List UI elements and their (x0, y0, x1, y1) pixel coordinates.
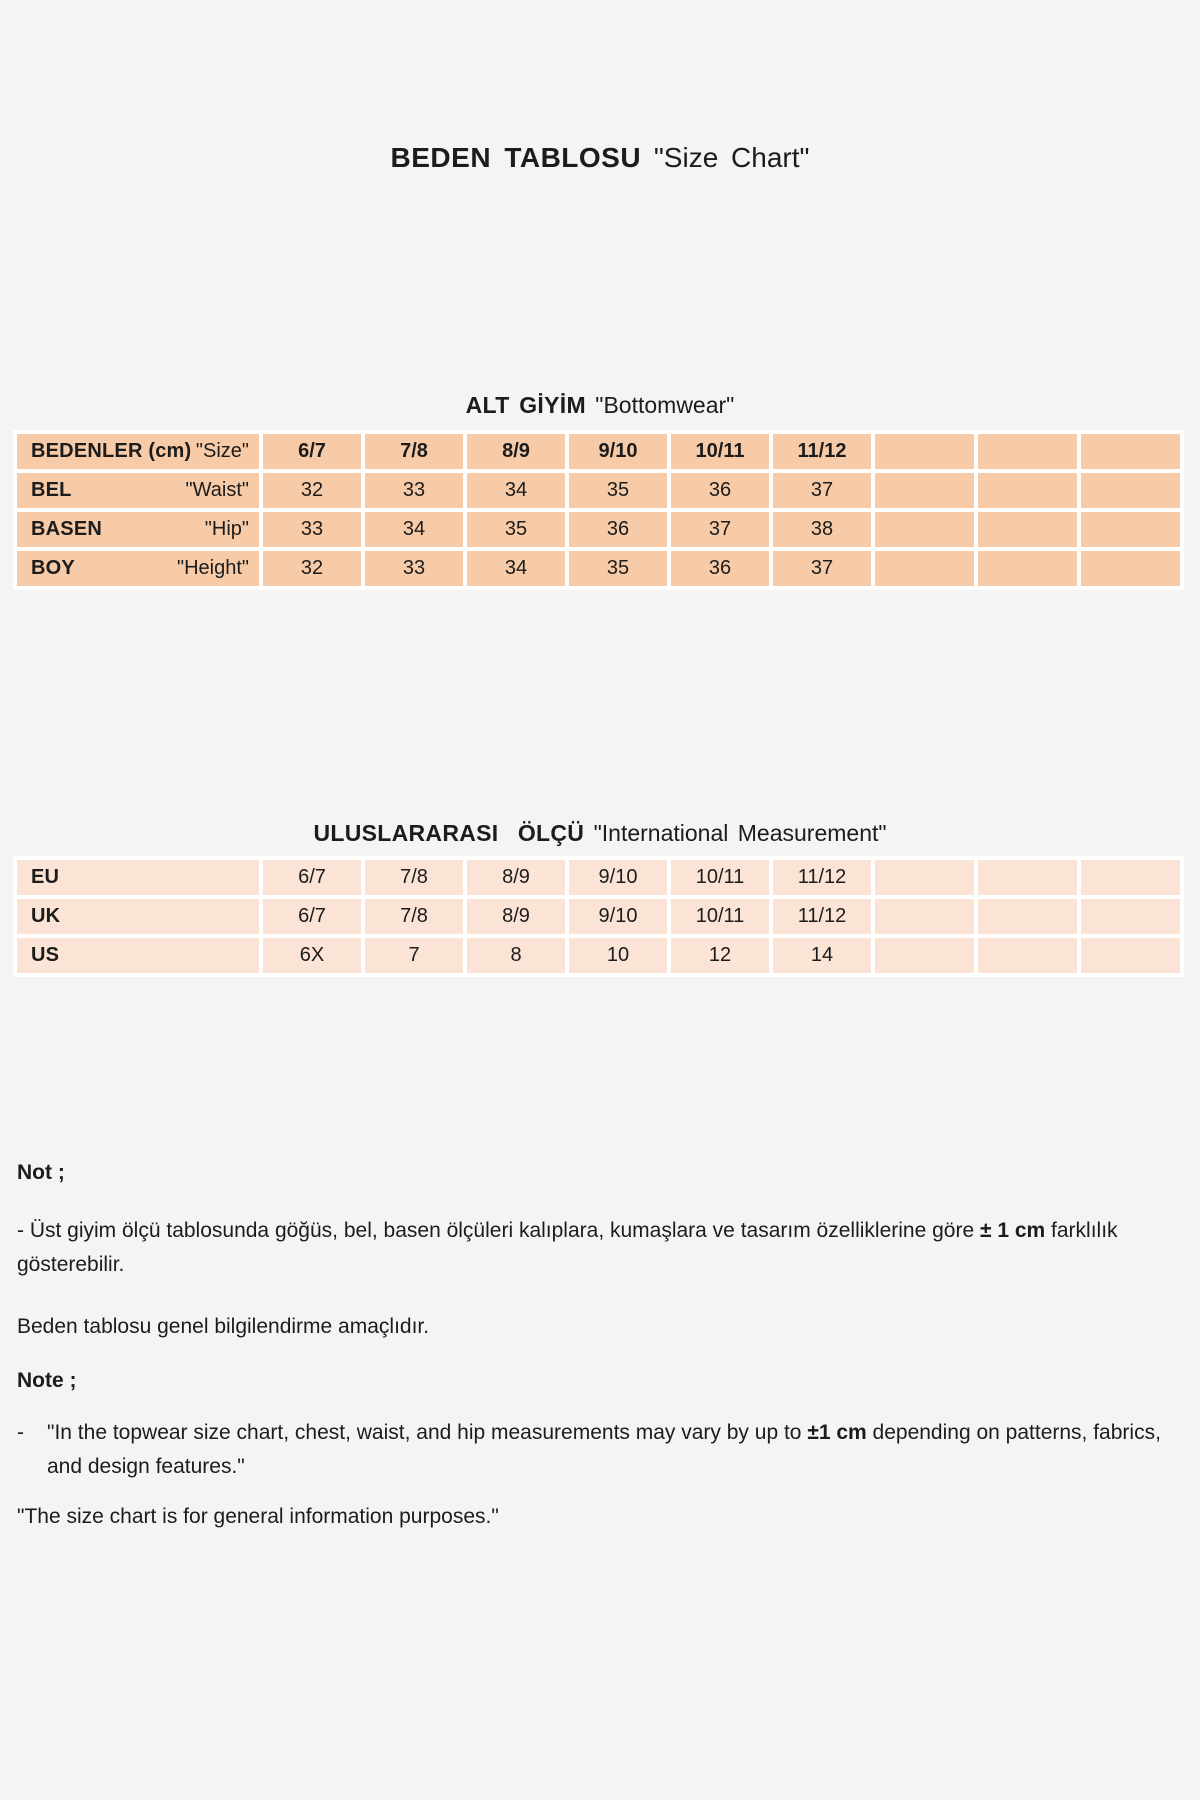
value-cell: 10/11 (671, 434, 769, 469)
empty-cell (1081, 473, 1180, 508)
value-cell: 9/10 (569, 434, 667, 469)
value-cell: 32 (263, 551, 361, 586)
value-cell: 35 (569, 551, 667, 586)
note-item-english (17, 1416, 1183, 1484)
row-label-english: "Waist" (185, 479, 249, 501)
international-heading-turkish: ULUSLARARASI ÖLÇÜ (313, 820, 585, 846)
value-cell: 11/12 (773, 899, 871, 934)
note-general-english: "The size chart is for general information purposes." (17, 1505, 499, 1528)
value-cell: 12 (671, 938, 769, 973)
value-cell: 33 (365, 551, 463, 586)
empty-cell (978, 551, 1077, 586)
measurement-row (17, 551, 1180, 586)
empty-cell (875, 899, 974, 934)
row-label-cell (17, 899, 259, 934)
value-cell: 8 (467, 938, 565, 973)
row-label-english: "Hip" (204, 518, 249, 540)
size-header-row (17, 434, 1180, 469)
value-cell: 36 (671, 473, 769, 508)
row-label-turkish: BASEN (31, 518, 103, 540)
row-label (31, 905, 249, 928)
empty-cell (875, 551, 974, 586)
value-cell: 33 (365, 473, 463, 508)
value-cell: 7/8 (365, 434, 463, 469)
value-cell: 37 (773, 473, 871, 508)
note-item-turkish (17, 1214, 1183, 1282)
bottomwear-heading (0, 392, 1200, 419)
note-heading-turkish: Not ; (17, 1161, 65, 1184)
value-cell: 7/8 (365, 860, 463, 895)
empty-cell (1081, 938, 1180, 973)
row-label-turkish: BEL (31, 479, 72, 501)
value-cell: 33 (263, 512, 361, 547)
empty-cell (875, 938, 974, 973)
row-label-turkish: EU (31, 866, 60, 888)
bottomwear-size-table (13, 430, 1184, 590)
value-cell: 11/12 (773, 434, 871, 469)
page-title (0, 142, 1200, 174)
empty-cell (978, 860, 1077, 895)
region-row (17, 899, 1180, 934)
empty-cell (978, 434, 1077, 469)
note-item-turkish-tail: farklılık gösterebilir. (17, 1219, 1118, 1276)
empty-cell (978, 473, 1077, 508)
value-cell: 34 (467, 473, 565, 508)
note-heading-english: Note ; (17, 1369, 77, 1392)
row-label-cell (17, 512, 259, 547)
value-cell: 7/8 (365, 899, 463, 934)
row-label-cell (17, 938, 259, 973)
value-cell: 38 (773, 512, 871, 547)
note-item-english-bold: ±1 cm (807, 1421, 867, 1444)
row-label (31, 944, 249, 967)
row-label-cell (17, 473, 259, 508)
value-cell: 35 (467, 512, 565, 547)
row-label (31, 479, 249, 502)
empty-cell (875, 473, 974, 508)
value-cell: 10/11 (671, 899, 769, 934)
row-label-turkish: BOY (31, 557, 75, 579)
row-label (31, 866, 249, 889)
value-cell: 8/9 (467, 899, 565, 934)
value-cell: 37 (671, 512, 769, 547)
measurement-row (17, 473, 1180, 508)
value-cell: 10/11 (671, 860, 769, 895)
value-cell: 6/7 (263, 434, 361, 469)
empty-cell (875, 434, 974, 469)
value-cell: 6/7 (263, 899, 361, 934)
row-label (31, 440, 249, 463)
page-title-english: "Size Chart" (653, 142, 810, 173)
empty-cell (978, 512, 1077, 547)
region-row (17, 860, 1180, 895)
row-label (31, 557, 249, 580)
value-cell: 7 (365, 938, 463, 973)
value-cell: 36 (671, 551, 769, 586)
bottomwear-heading-turkish: ALT GİYİM (465, 392, 586, 418)
value-cell: 34 (467, 551, 565, 586)
note-item-english-text: "In the topwear size chart, chest, waist, and hip measurements may vary by up to (47, 1421, 808, 1444)
international-heading-english: "International Measurement" (593, 820, 887, 846)
measurement-row (17, 512, 1180, 547)
value-cell: 14 (773, 938, 871, 973)
row-label-turkish: UK (31, 905, 61, 927)
row-label-cell (17, 860, 259, 895)
value-cell: 8/9 (467, 434, 565, 469)
row-label-cell (17, 551, 259, 586)
value-cell: 34 (365, 512, 463, 547)
value-cell: 8/9 (467, 860, 565, 895)
empty-cell (978, 899, 1077, 934)
value-cell: 36 (569, 512, 667, 547)
note-item-turkish-text: - Üst giyim ölçü tablosunda göğüs, bel, basen ölçüleri kalıplara, kumaşlara ve tasarım özelliklerine göre (17, 1219, 980, 1242)
value-cell: 6/7 (263, 860, 361, 895)
row-label-english: "Size" (195, 440, 249, 462)
value-cell: 11/12 (773, 860, 871, 895)
value-cell: 37 (773, 551, 871, 586)
empty-cell (1081, 512, 1180, 547)
value-cell: 10 (569, 938, 667, 973)
value-cell: 9/10 (569, 860, 667, 895)
row-label-turkish: BEDENLER (cm) (31, 440, 192, 462)
note-item-english-tail: depending on patterns, fabrics, and design features." (47, 1421, 1161, 1478)
note-general-turkish: Beden tablosu genel bilgilendirme amaçlıdır. (17, 1315, 430, 1338)
value-cell: 6X (263, 938, 361, 973)
value-cell: 32 (263, 473, 361, 508)
empty-cell (1081, 551, 1180, 586)
empty-cell (875, 512, 974, 547)
row-label-cell (17, 434, 259, 469)
empty-cell (1081, 899, 1180, 934)
empty-cell (978, 938, 1077, 973)
empty-cell (1081, 434, 1180, 469)
bottomwear-heading-english: "Bottomwear" (595, 392, 735, 418)
page-title-turkish: BEDEN TABLOSU (390, 142, 642, 173)
value-cell: 9/10 (569, 899, 667, 934)
row-label (31, 518, 249, 541)
international-size-table (13, 856, 1184, 977)
value-cell: 35 (569, 473, 667, 508)
region-row (17, 938, 1180, 973)
notes-section (17, 1156, 1183, 1534)
note-item-english-body (47, 1416, 1183, 1484)
row-label-turkish: US (31, 944, 60, 966)
row-label-english: "Height" (176, 557, 249, 579)
empty-cell (875, 860, 974, 895)
note-item-turkish-bold: ± 1 cm (979, 1219, 1046, 1242)
empty-cell (1081, 860, 1180, 895)
international-heading (0, 820, 1200, 847)
bullet-dash: - (17, 1421, 24, 1444)
